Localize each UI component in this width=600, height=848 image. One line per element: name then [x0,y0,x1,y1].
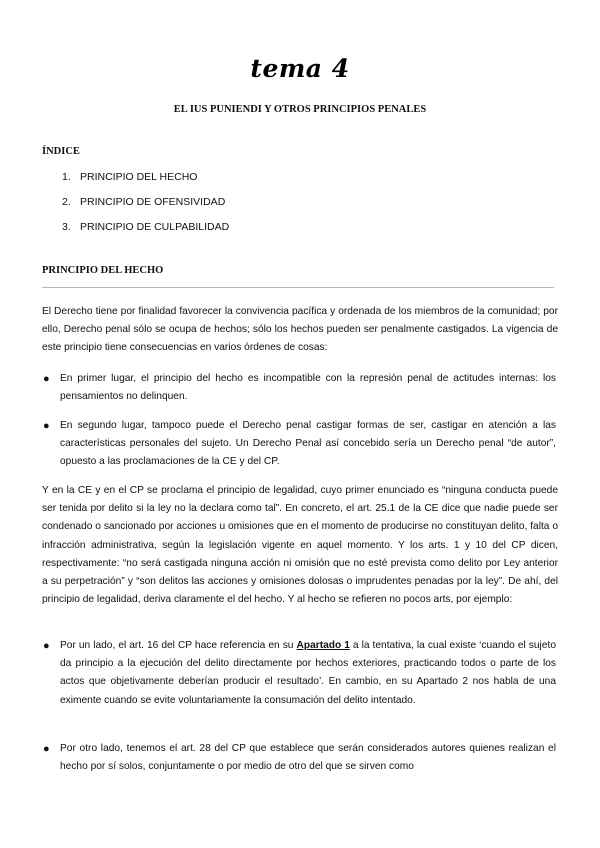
bullet-item: ● En primer lugar, el principio del hecho es incompatible con la represión penal de actitudes internas: los pensamientos no delinquen. [60,370,556,406]
section-divider [42,287,554,288]
bullet-dot-icon: ● [43,743,50,755]
index-list [62,170,229,245]
index-item: 1. PRINCIPIO DEL HECHO [62,171,198,183]
bullet-item: ● Por un lado, el art. 16 del CP hace referencia en su Apartado 1 a la tentativa, la cual existe ‘cuando el sujeto da principio a la ejecución del delito directamente por hechos exteriores, practicando todos o parte de los actos que objetivamente deberían producir el resultado’. En cambio, en su Apartado 2 nos habla de una eximente cuando se evite voluntariamente la consumación del delito intentado. [60,637,556,710]
index-heading: ÍNDICE [42,146,80,157]
section-heading: PRINCIPIO DEL HECHO [42,265,164,276]
legality-paragraph: Y en la CE y en el CP se proclama el principio de legalidad, cuyo primer enunciado es “ninguna conducta puede ser tenida por delito si la ley no la declara como tal”. En concreto, el art. 25.1 de la CE dice que nadie puede ser condenado o sancionado por acciones u omisiones que en el momento de producirse no constituyan delito, falta o infracción administrativa, según la legislación vigente en aquel momento. Y los arts. 1 y 10 del CP dicen, respectivamente: “no será castigada ninguna acción ni omisión que no esté prevista como delito por Ley anterior a su perpetración” y “son delitos las acciones y omisiones dolosas o imprudentes penadas por la ley”. De ahí, del principio de legalidad, deriva claramente el del hecho. Y al hecho se refieren no pocos arts, por ejemplo: [42,485,558,606]
bullet-item: ● En segundo lugar, tampoco puede el Derecho penal castigar formas de ser, castigar en atención a las características personales del sujeto. Un Derecho Penal así concebido sería un Derecho penal “de autor”, opuesto a las proclamaciones de la CE y del CP. [60,417,556,472]
index-item: 2. PRINCIPIO DE OFENSIVIDAD [62,196,226,208]
page-title: tema 4 [250,54,350,83]
document-subtitle: EL IUS PUNIENDI Y OTROS PRINCIPIOS PENALES [173,104,427,115]
bullet-dot-icon: ● [43,640,50,652]
bullet-item: ● Por otro lado, tenemos el art. 28 del CP que establece que serán considerados autores quienes realizan el hecho por sí solos, conjuntamente o por medio de otro del que se sirven como [60,740,556,776]
apartado-link[interactable]: Apartado 1 [296,640,350,651]
bullet-dot-icon: ● [43,373,50,385]
index-item: 3. PRINCIPIO DE CULPABILIDAD [62,221,230,233]
intro-paragraph: El Derecho tiene por finalidad favorecer la convivencia pacífica y ordenada de los miembros de la comunidad; por ello, Derecho penal sólo se ocupa de hechos; sólo los hechos pueden ser penalmente castigados. La vigencia de este principio tiene consecuencias en varios órdenes de cosas: [42,306,558,354]
bullet-dot-icon: ● [43,420,50,432]
